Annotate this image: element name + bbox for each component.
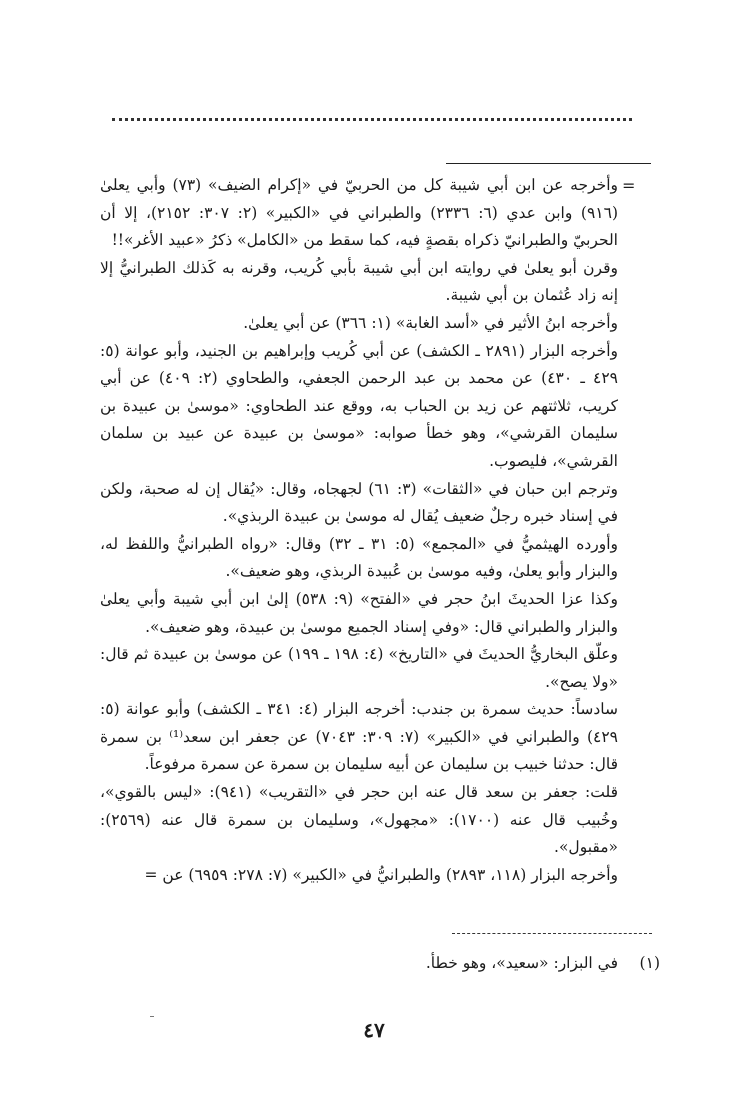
paragraph: وكذا عزا الحديثَ ابنُ حجر في «الفتح» (٩: ٥٣٨) إلىٰ ابن أبي شيبة وأبي يعلىٰ والبزار والطبراني قال: «وفي إسناد الجميع موسىٰ بن عبيدة، وهو ضعيف».	[100, 589, 619, 636]
paragraph: وعلّق البخاريُّ الحديثَ في «التاريخ» (٤: ١٩٨ ـ ١٩٩) عن موسىٰ بن عبيدة ثم قال: «ولا يصح».	[100, 645, 618, 691]
footnote-separator	[452, 933, 652, 934]
print-speck	[150, 1016, 154, 1017]
paragraph: وترجم ابن حبان في «الثقات» (٣: ٦١) لجهجاه، وقال: «يُقال إن له صحبة، ولكن في إسناد خبره رجلٌ ضعيف يُقال له موسىٰ بن عبيدة الربذي».	[100, 479, 618, 526]
paragraph: وقرن أبو يعلىٰ في روايته ابن أبي شيبة بأبي كُريب، وقرنه به كَذلك الطبرانيُّ إلا إنه زاد عُثمان بن أبي شيبة.	[100, 258, 618, 305]
paragraph: وأخرجه البزار (٢٨٩١ ـ الكشف) عن أبي كُريب وإبراهيم بن الجنيد، وأبو عوانة (٥: ٤٢٩ ـ ٤٣٠) عن محمد بن عبد الرحمن الجعفي، والطحاوي (٢: ٤٠٩) عن أبي كريب، ثلاثتهم عن زيد بن الحباب به، ووقع عند الطحاوي: «موسىٰ بن عبيدة بن سليمان القرشي»، وهو خطأ صوابه: «موسىٰ بن عبيدة عن عبيد بن سلمان القرشي»، فليصوب.	[100, 341, 618, 470]
paragraph: وأخرجه عن ابن أبي شيبة كل من الحربيّ في «إكرام الضيف» (٧٣) وأبي يعلىٰ (٩١٦) وابن عدي (٦: ٢٣٣٦) والطبراني في «الكبير» (٢: ٣٠٧: ٢١٥٢)، إلا أن الحربيّ والطبرانيّ ذكراه بقصةٍ فيه، كما سقط من «الكامل» ذكرُ «عبيد الأغر»!!	[100, 176, 618, 250]
paragraph: وأورده الهيثميُّ في «المجمع» (٥: ٣١ ـ ٣٢) وقال: «رواه الطبرانيُّ واللفظ له، والبزار وأبو يعلىٰ، وفيه موسىٰ بن عُبيدة الربذي، وهو ضعيف».	[100, 534, 619, 581]
paragraph: قلت: جعفر بن سعد قال عنه ابن حجر في «التقريب» (٩٤١): «ليس بالقوي»، وخُبيب قال عنه (١٧٠٠): «مجهول»، وسليمان بن سمرة قال عنه (٢٥٦٩): «مقبول».	[100, 783, 618, 857]
continuation-rule	[446, 163, 651, 164]
footnote-number: (١)	[639, 954, 660, 972]
page-number: ٤٧	[363, 1018, 385, 1042]
paragraph: سادساً: حديث سمرة بن جندب: أخرجه البزار (٤: ٣٤١ ـ الكشف) وأبو عوانة (٥: ٤٢٩) والطبراني في «الكبير» (٧: ٣٠٩: ٧٠٤٣) عن جعفر ابن سعد⁽¹⁾ بن سمرة قال: حدثنا خبيب بن سليمان عن أبيه سليمان بن سمرة عن سمرة مرفوعاً.	[100, 700, 618, 774]
paragraph: وأخرجه ابنُ الأثير في «أسد الغابة» (١: ٣٦٦) عن أبي يعلىٰ.	[243, 313, 618, 332]
continuation-marker: =	[622, 176, 636, 195]
footnote-text: في البزار: «سعيد»، وهو خطأ.	[425, 954, 618, 972]
paragraph: وأخرجه البزار (١١٨، ٢٨٩٣) والطبرانيُّ في «الكبير» (٧: ٢٧٨: ٦٩٥٩) عن =	[144, 865, 618, 884]
footnote	[280, 950, 660, 976]
body-text	[100, 172, 618, 889]
header-dotted-rule	[112, 118, 632, 121]
